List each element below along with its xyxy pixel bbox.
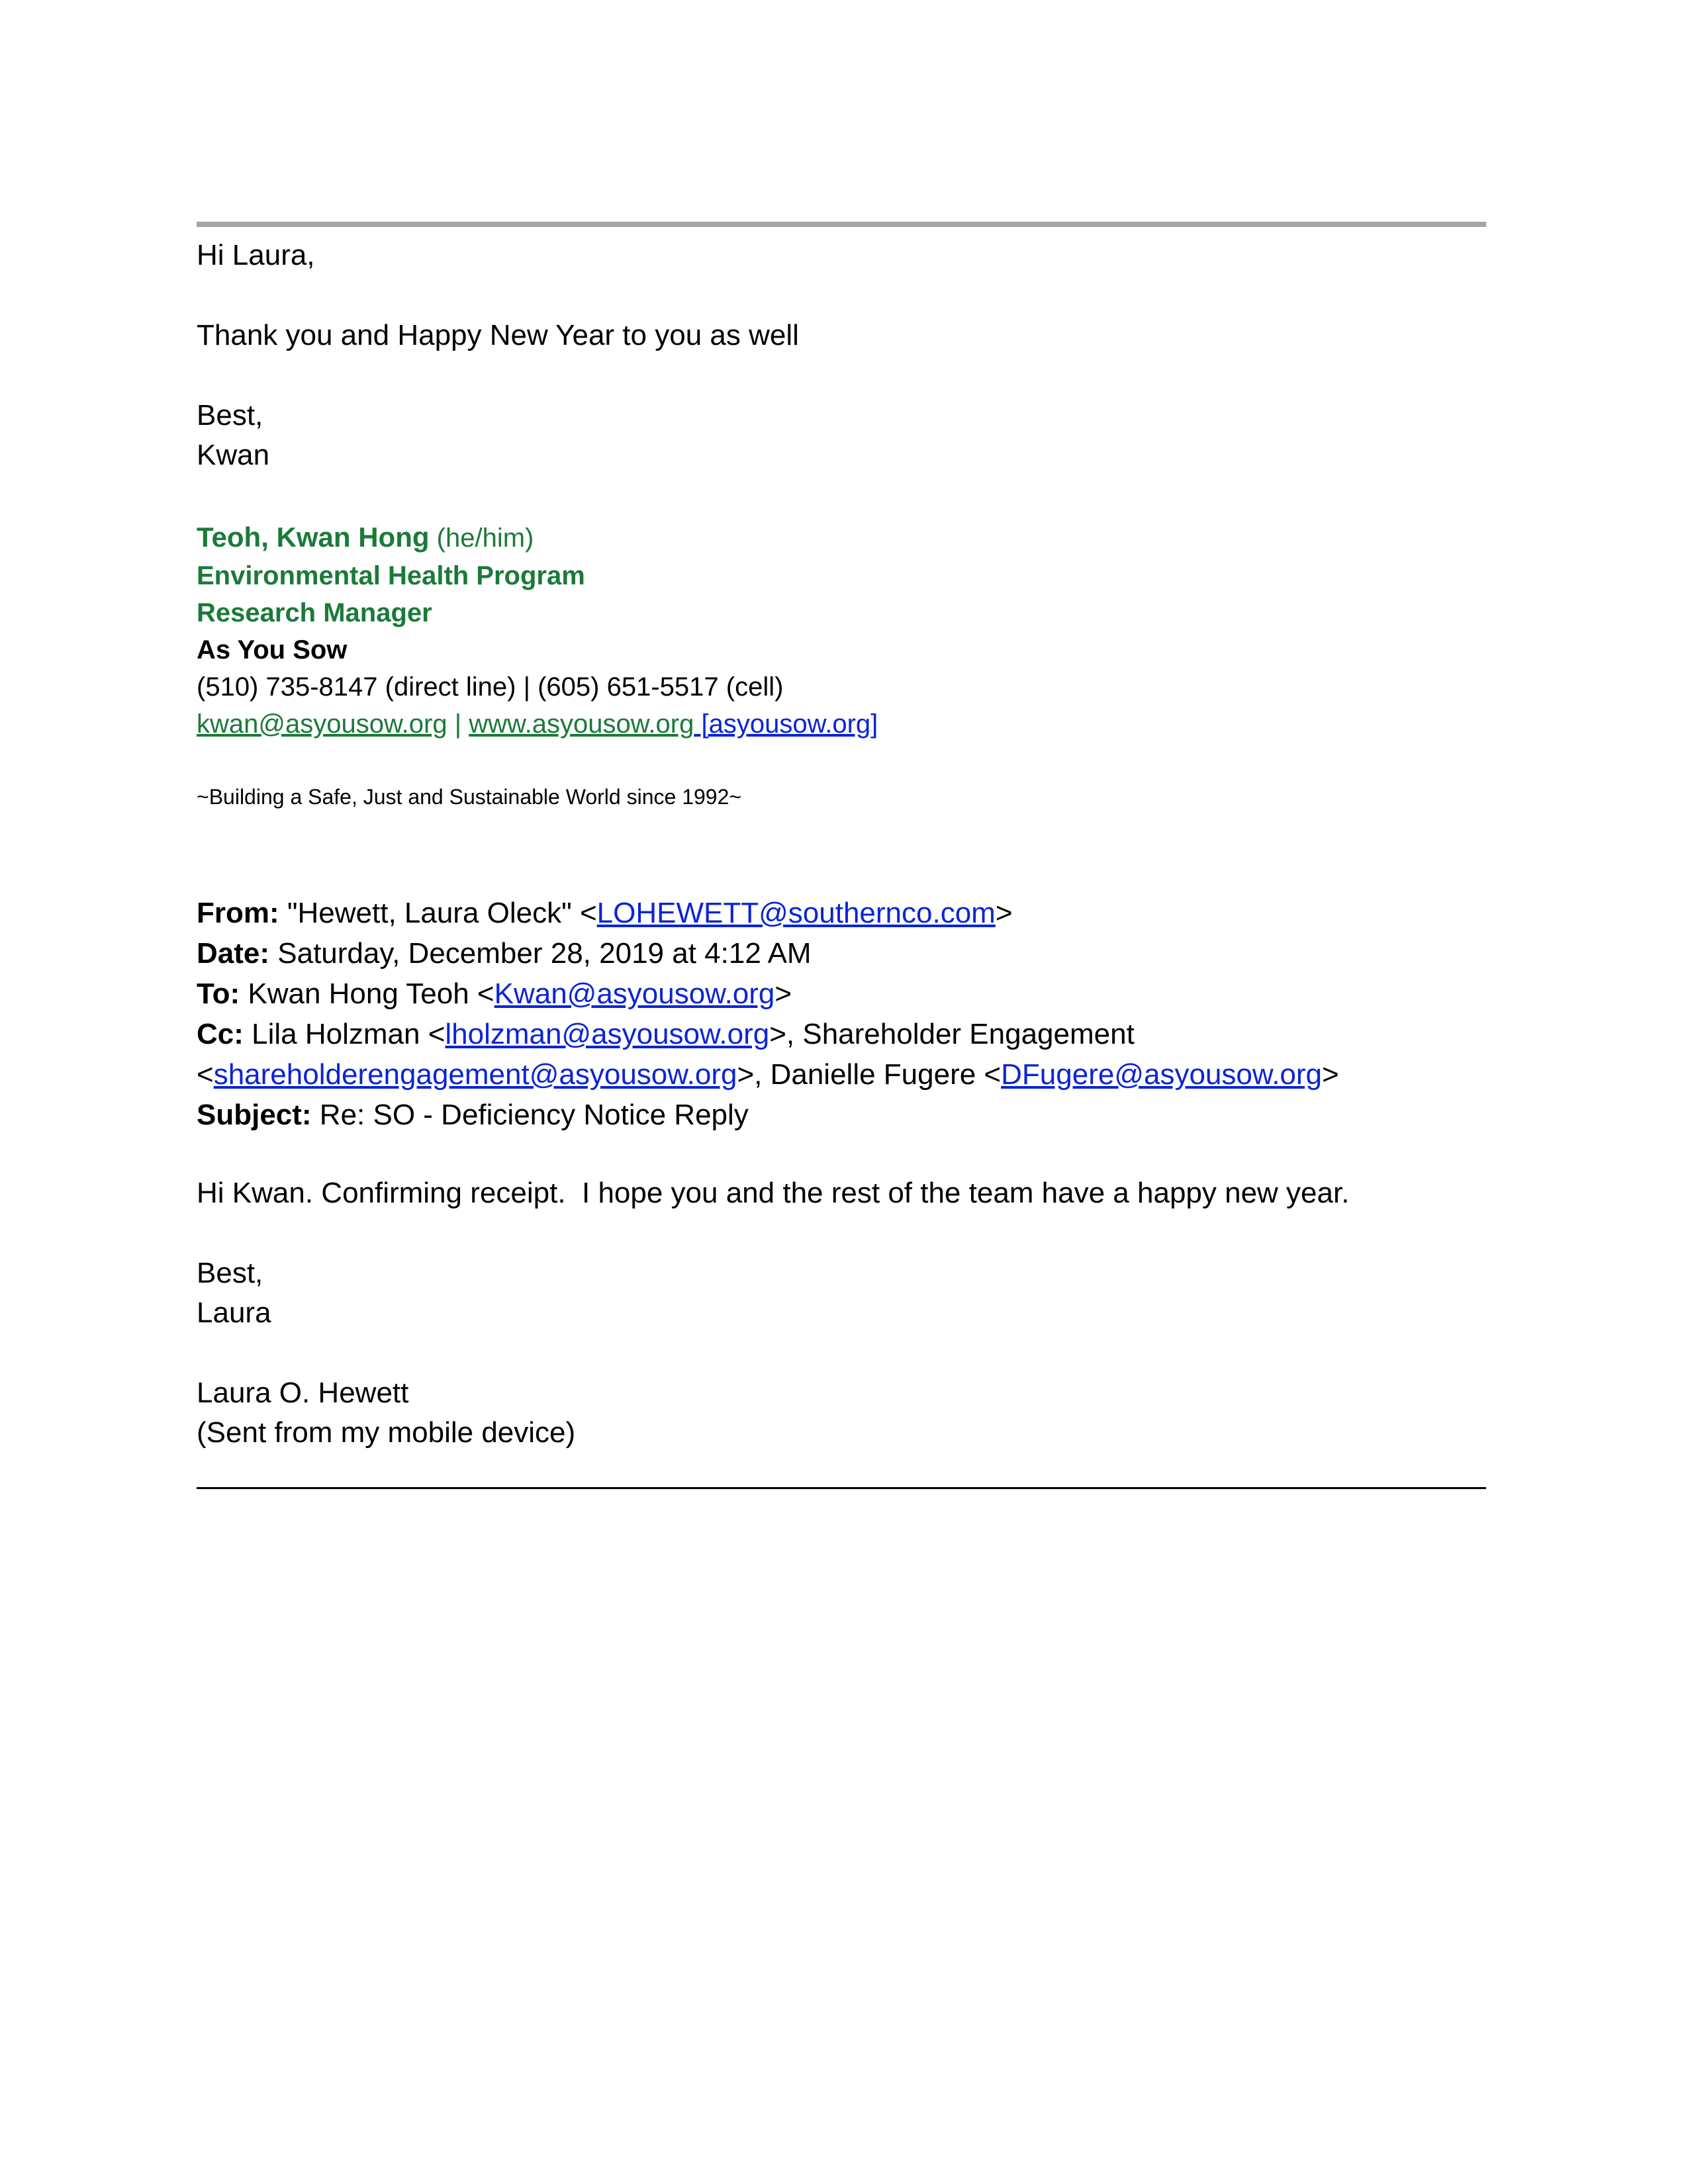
signature-name-line xyxy=(197,519,534,557)
cc-open-bracket: < xyxy=(197,1058,214,1091)
quoted-from-row xyxy=(197,893,1013,933)
subject-label: Subject: xyxy=(197,1099,312,1131)
signature-link-separator: | xyxy=(447,709,469,739)
bottom-divider xyxy=(197,1487,1486,1489)
cc-close-bracket: > xyxy=(1322,1058,1339,1091)
cc-email-link-1[interactable]: lholzman@asyousow.org xyxy=(445,1018,770,1050)
cc-name-2: >, Shareholder Engagement xyxy=(769,1018,1135,1050)
reply-message: Thank you and Happy New Year to you as well xyxy=(197,319,799,351)
signature-website-bracket-link[interactable]: [asyousow.org] xyxy=(694,709,878,739)
quoted-sender: Laura xyxy=(197,1297,271,1329)
reply-sender: Kwan xyxy=(197,439,270,471)
signature-links xyxy=(197,705,878,743)
quoted-full-name: Laura O. Hewett xyxy=(197,1377,409,1409)
signature-role: Research Manager xyxy=(197,598,432,627)
from-label: From: xyxy=(197,897,279,929)
signature-email-link[interactable]: kwan@asyousow.org xyxy=(197,709,447,739)
to-email-link[interactable]: Kwan@asyousow.org xyxy=(494,978,775,1010)
to-label: To: xyxy=(197,978,240,1010)
subject-value: Re: SO - Deficiency Notice Reply xyxy=(311,1099,749,1131)
from-close-bracket: > xyxy=(995,897,1013,929)
signature-website-link[interactable]: www.asyousow.org xyxy=(469,709,694,739)
cc-label: Cc: xyxy=(197,1018,244,1050)
to-name: Kwan Hong Teoh < xyxy=(240,978,494,1010)
reply-closing: Best, xyxy=(197,399,263,432)
cc-email-link-3[interactable]: DFugere@asyousow.org xyxy=(1001,1058,1323,1091)
quoted-device-note: (Sent from my mobile device) xyxy=(197,1416,576,1449)
quoted-body: Hi Kwan. Confirming receipt. I hope you and the rest of the team have a happy new year. xyxy=(197,1177,1350,1209)
quoted-subject-row xyxy=(197,1095,749,1135)
signature-pronouns: (he/him) xyxy=(429,523,534,553)
signature-name: Teoh, Kwan Hong xyxy=(197,522,430,553)
reply-greeting: Hi Laura, xyxy=(197,239,315,271)
from-name: "Hewett, Laura Oleck" < xyxy=(279,897,597,929)
quoted-date-row xyxy=(197,934,812,974)
date-value: Saturday, December 28, 2019 at 4:12 AM xyxy=(269,937,812,970)
signature-tagline: ~Building a Safe, Just and Sustainable World since 1992~ xyxy=(197,785,742,809)
quoted-to-row xyxy=(197,974,792,1014)
signature-program: Environmental Health Program xyxy=(197,561,585,590)
top-divider xyxy=(197,222,1486,227)
date-label: Date: xyxy=(197,937,270,970)
quoted-cc-row xyxy=(197,1015,1135,1054)
signature-org: As You Sow xyxy=(197,635,348,664)
to-close-bracket: > xyxy=(774,978,792,1010)
cc-name-3: >, Danielle Fugere < xyxy=(737,1058,1002,1091)
quoted-cc-row-continued xyxy=(197,1055,1339,1095)
from-email-link[interactable]: LOHEWETT@southernco.com xyxy=(596,897,996,929)
signature-phones: (510) 735-8147 (direct line) | (605) 651-5517 (cell) xyxy=(197,672,784,702)
cc-name-1: Lila Holzman < xyxy=(243,1018,445,1050)
quoted-closing: Best, xyxy=(197,1257,263,1289)
cc-email-link-2[interactable]: shareholderengagement@asyousow.org xyxy=(213,1058,737,1091)
